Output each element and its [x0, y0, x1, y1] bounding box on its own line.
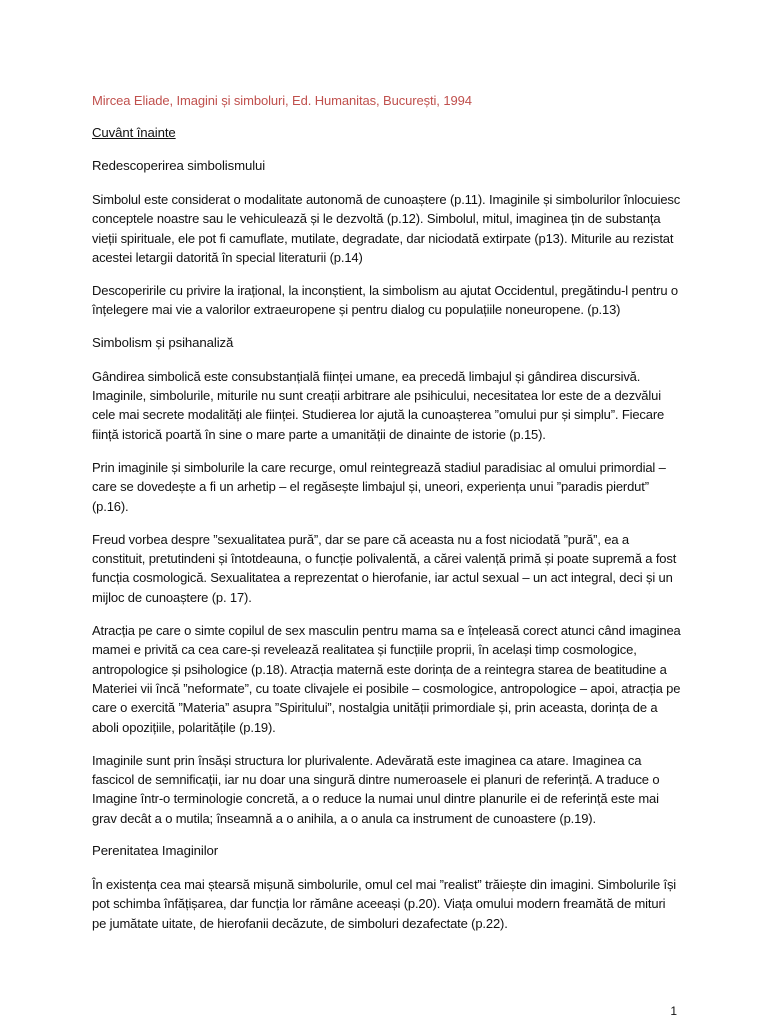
paragraph: Gândirea simbolică este consubstanțială ființei umane, ea precedă limbajul și gândirea discursivă. Imaginile, simbolurile, miturile nu sunt creații arbitrare ale psihicului, necesitatea lor este de a dezvălui cele mai secrete modalități ale ființei. Studierea lor ajută la cunoașterea ”omului pur și simplu”. Fiecare ființă istorică poartă în sine o mare parte a umanității de dinainte de istorie (p.15).	[92, 368, 665, 442]
paragraph: Prin imaginile și simbolurile la care recurge, omul reintegrează stadiul paradisiac al omului primordial – care se dovedește a fi un arhetip – el regăsește limbajul și, uneori, experiența unui ”paradis pierdut” (p.16).	[92, 459, 666, 514]
paragraph: Freud vorbea despre ”sexualitatea pură”, dar se pare că aceasta nu a fost niciodată ”pură”, ea a constituit, pretutindeni și întotdeauna, o funcție polivalentă, a cărei valență primă și poate supremă a fost funcția cosmologică. Sexualitatea a reprezentat o hierofanie, iar actul sexual – un act integral, deci și un mijloc de cunoaștere (p. 17).	[92, 531, 677, 605]
citation-line: Mircea Eliade, Imagini și simboluri, Ed. Humanitas, București, 1994	[92, 93, 472, 108]
paragraph: Simbolul este considerat o modalitate autonomă de cunoaștere (p.11). Imaginile și simbolurilor înlocuiesc conceptele noastre sau le vehiculează și le dezvoltă (p.12). Simbolul, mitul, imaginea țin de substanța vieții spirituale, ele pot fi camuflate, mutilate, degradate, dar niciodată extirpate (p13). Miturile au rezistat acestei letargii datorită în special literaturii (p.14)	[92, 192, 681, 265]
page-number: 1	[670, 1004, 677, 1018]
section-heading-perennity: Perenitatea Imaginilor	[92, 843, 219, 859]
foreword-heading: Cuvânt înainte	[92, 125, 176, 140]
paragraph: Atracția pe care o simte copilul de sex masculin pentru mama sa e înțeleasă corect atunci când imaginea mamei e privită ca cea care-și revelează realitatea și funcțiile proprii, în același timp cosmologice, antropologice și psihologice (p.18). Atracția maternă este dorința de a reintegra starea de beatitudine a Materiei vii încă ”neformate”, cu toate clivajele ei posibile – cosmologice, antropologice – apoi, atracția pe care o exercită ”Materia” asupra ”Spiritului”, nostalgia unității primordiale și, prin aceasta, dorința de a aboli opozițiile, polaritățile (p.19).	[92, 623, 681, 735]
paragraph: Descoperirile cu privire la irațional, la inconștient, la simbolism au ajutat Occidentul, pregătindu-l pentru o înțelegere mai vie a valorilor extraeuropene și pentru dialog cu populațiile noneuropene. (p.13)	[92, 283, 678, 318]
document-body	[92, 92, 682, 947]
paragraph: Imaginile sunt prin însăși structura lor plurivalente. Adevărată este imaginea ca atare. Imaginea ca fascicol de semnificații, iar nu doar una singură dintre numeroasele ei planuri de referință. A traduce o Imagine într-o terminologie concretă, a o reduce la numai unul dintre planurile ei de referință este mai grav decât a o mutila; înseamnă a o anihila, a o anula ca instrument de cunoastere (p.19).	[92, 752, 660, 826]
paragraph: În existența cea mai ștearsă mișună simbolurile, omul cel mai ”realist” trăiește din imagini. Simbolurile își pot schimba înfățișarea, dar funcția lor rămâne aceeași (p.20). Viața omului modern freamătă de mituri pe jumătate uitate, de hierofanii decăzute, de simboluri dezafectate (p.22).	[92, 877, 677, 931]
section-heading-psychoanalysis: Simbolism și psihanaliză	[92, 334, 234, 350]
section-heading-rediscovery: Redescoperirea simbolismului	[92, 158, 266, 173]
